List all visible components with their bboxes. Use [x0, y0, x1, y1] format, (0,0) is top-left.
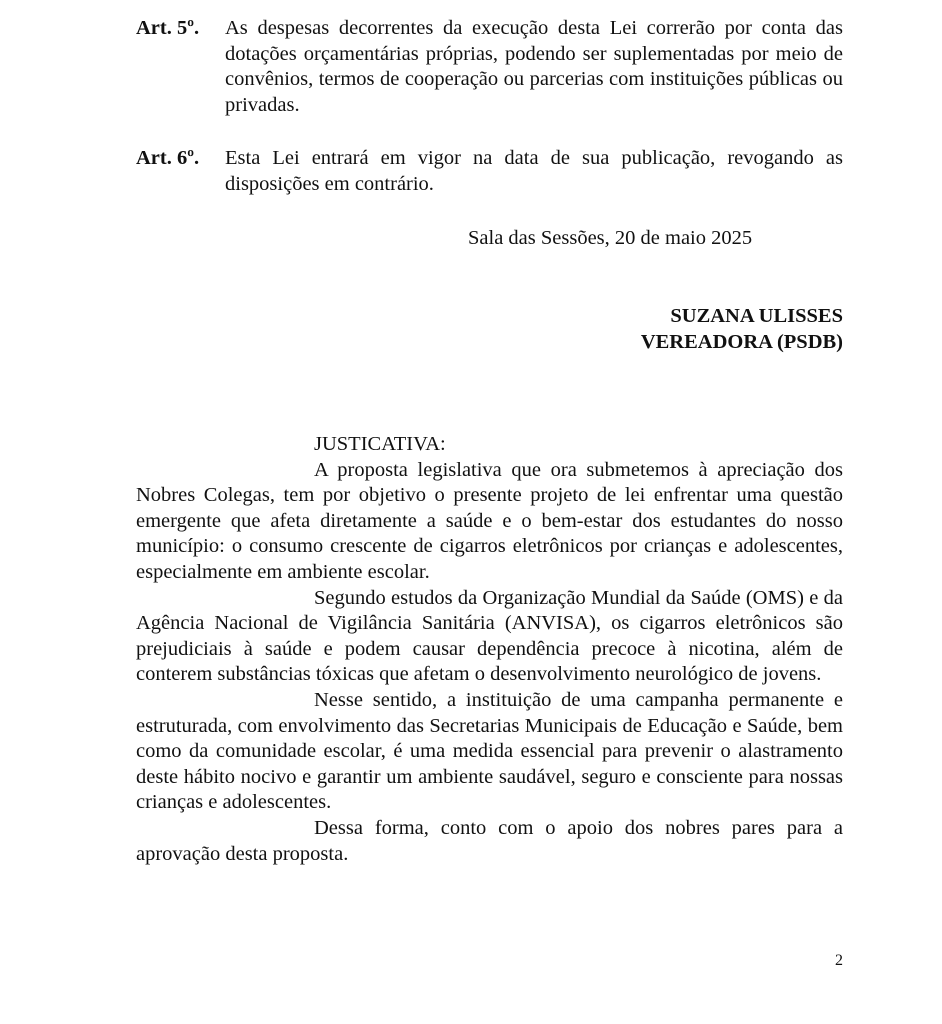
article-text: Esta Lei entrará em vigor na data de sua publicação, revogando as disposições em contrário. [225, 147, 843, 195]
article-label: Art. 5º. [136, 17, 200, 39]
justification-paragraph: Dessa forma, conto com o apoio dos nobres pares para a aprovação desta proposta. [136, 816, 843, 865]
justification-paragraph: A proposta legislativa que ora submetemos à apreciação dos Nobres Colegas, tem por objetivo o presente projeto de lei enfrentar uma questão emergente que afeta diretamente a saúde e o bem-estar dos estudantes do nosso município: o consumo crescente de cigarros eletrônicos por crianças e adolescentes, especialmente em ambiente escolar. [136, 458, 843, 583]
signer-name: SUZANA ULISSES [670, 305, 843, 327]
session-date-line: Sala das Sessões, 20 de maio 2025 [468, 227, 753, 249]
justification-heading: JUSTICATIVA: [314, 433, 446, 455]
justification-paragraph: Nesse sentido, a instituição de uma campanha permanente e estruturada, com envolvimento das Secretarias Municipais de Educação e Saúde, bem como da comunidade escolar, é uma medida essencial para prevenir o alastramento deste hábito nocivo e garantir um ambiente saudável, seguro e consciente para nossas crianças e adolescentes. [136, 688, 843, 814]
justification-paragraph: Segundo estudos da Organização Mundial da Saúde (OMS) e da Agência Nacional de Vigilância Sanitária (ANVISA), os cigarros eletrônicos são prejudiciais à saúde e podem causar dependência precoce à nicotina, além de conterem substâncias tóxicas que afetam o desenvolvimento neurológico de jovens. [136, 586, 843, 686]
article-text: As despesas decorrentes da execução desta Lei correrão por conta das dotações orçamentárias próprias, podendo ser suplementadas por meio de convênios, termos de cooperação ou parcerias com instituições públicas ou privadas. [225, 17, 843, 116]
article-5 [136, 16, 843, 118]
article-6 [136, 146, 843, 197]
justification-section [136, 432, 843, 867]
article-label: Art. 6º. [136, 147, 200, 169]
signature-block [641, 304, 843, 355]
page-number: 2 [835, 952, 843, 969]
signer-role: VEREADORA (PSDB) [640, 330, 843, 353]
